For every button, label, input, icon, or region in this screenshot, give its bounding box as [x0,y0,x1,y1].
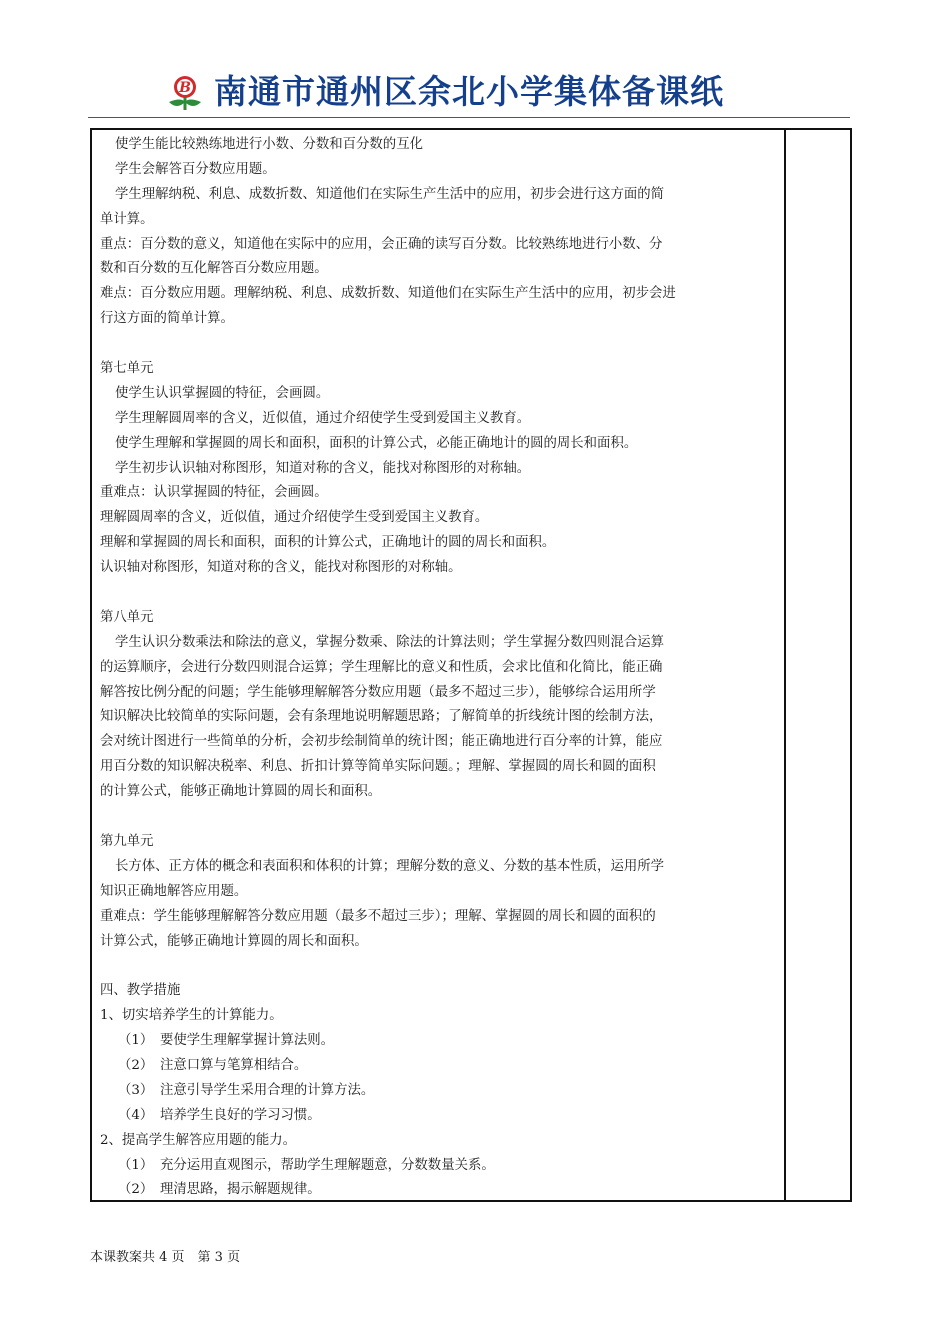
list-item: （1） 充分运用直观图示，帮助学生理解题意，分数数量关系。 [118,1157,495,1173]
content-line: 知识解决比较简单的实际问题，会有条理地说明解题思路；了解简单的折线统计图的绘制方法， [100,709,663,725]
content-line: 长方体、正方体的概念和表面积和体积的计算；理解分数的意义、分数的基本性质，运用所学 [115,858,665,874]
content-line: 用百分数的知识解决税率、利息、折扣计算等简单实际问题。；理解、掌握圆的周长和圆的面积 [100,759,656,775]
content-line: 行这方面的简单计算。 [100,311,234,327]
unit-heading: 第八单元 [100,609,154,625]
content-line: 难点：百分数应用题。理解纳税、利息、成数折数、知道他们在实际生产生活中的应用，初步会进 [100,286,676,302]
svg-text:B: B [179,80,191,96]
blank-line [100,805,690,830]
content-line: 理解和掌握圆的周长和面积，面积的计算公式，正确地计的圆的周长和面积。 [100,535,556,551]
content-line: 学生理解圆周率的含义，近似值，通过介绍使学生受到爱国主义教育。 [115,410,531,426]
header-divider [88,117,850,118]
lesson-plan-table [90,128,852,1202]
content-line: 学生认识分数乘法和除法的意义，掌握分数乘、除法的计算法则；学生掌握分数四则混合运算 [115,634,665,650]
content-line: 重难点：学生能够理解解答分数应用题（最多不超过三步）；理解、掌握圆的周长和圆的面积的 [100,908,656,924]
content-line: 重点：百分数的意义，知道他在实际中的应用，会正确的读写百分数。比较熟练地进行小数、分 [100,236,663,252]
page-title: 南通市通州区余北小学集体备课纸 [214,72,724,111]
content-line: 知识正确地解答应用题。 [100,883,248,899]
content-line: 解答按比例分配的问题；学生能够理解解答分数应用题（最多不超过三步），能够综合运用所学 [100,684,656,700]
content-line: 学生会解答百分数应用题。 [115,161,276,177]
unit-heading: 第七单元 [100,361,154,377]
list-item: （3） 注意引导学生采用合理的计算方法。 [118,1082,375,1098]
content-line: 计算公式，能够正确地计算圆的周长和面积。 [100,933,368,949]
list-item: （1） 要使学生理解掌握计算法则。 [118,1033,335,1049]
lesson-content-cell [100,133,690,1203]
unit-heading: 第九单元 [100,833,154,849]
content-line: 单计算。 [100,211,154,227]
content-line: 理解圆周率的含义，近似值，通过介绍使学生受到爱国主义教育。 [100,510,489,526]
content-line: 1、切实培养学生的计算能力。 [100,1008,283,1024]
list-item: （4） 培养学生良好的学习习惯。 [118,1107,321,1123]
school-flower-logo-icon [163,72,207,112]
blank-line [100,581,690,606]
content-line: 的计算公式，能够正确地计算圆的周长和面积。 [100,784,382,800]
content-line: 2、提高学生解答应用题的能力。 [100,1132,296,1148]
content-line: 认识轴对称图形，知道对称的含义，能找对称图形的对称轴。 [100,560,462,576]
column-divider [784,130,786,1200]
list-item: （2） 理清思路，揭示解题规律。 [118,1182,321,1198]
content-line: 会对统计图进行一些简单的分析，会初步绘制简单的统计图；能正确地进行百分率的计算，能应 [100,734,663,750]
content-line: 学生初步认识轴对称图形，知道对称的含义，能找对称图形的对称轴。 [115,460,531,476]
section-heading: 四、教学措施 [100,983,181,999]
content-line: 的运算顺序，会进行分数四则混合运算；学生理解比的意义和性质，会求比值和化简比，能正确 [100,659,663,675]
page-header [0,66,950,118]
content-line: 使学生认识掌握圆的特征，会画圆。 [115,385,330,401]
content-line: 数和百分数的互化解答百分数应用题。 [100,261,328,277]
blank-line [100,332,690,357]
content-line: 学生理解纳税、利息、成数折数、知道他们在实际生产生活中的应用，初步会进行这方面的简 [115,186,665,202]
content-line: 使学生能比较熟练地进行小数、分数和百分数的互化 [115,137,423,152]
blank-line [100,954,690,979]
list-item: （2） 注意口算与笔算相结合。 [118,1057,308,1073]
content-line: 重难点：认识掌握圆的特征，会画圆。 [100,485,328,501]
content-line: 使学生理解和掌握圆的周长和面积，面积的计算公式，必能正确地计的圆的周长和面积。 [115,435,638,451]
page-footer: 本课教案共 4 页 第 3 页 [90,1250,241,1265]
